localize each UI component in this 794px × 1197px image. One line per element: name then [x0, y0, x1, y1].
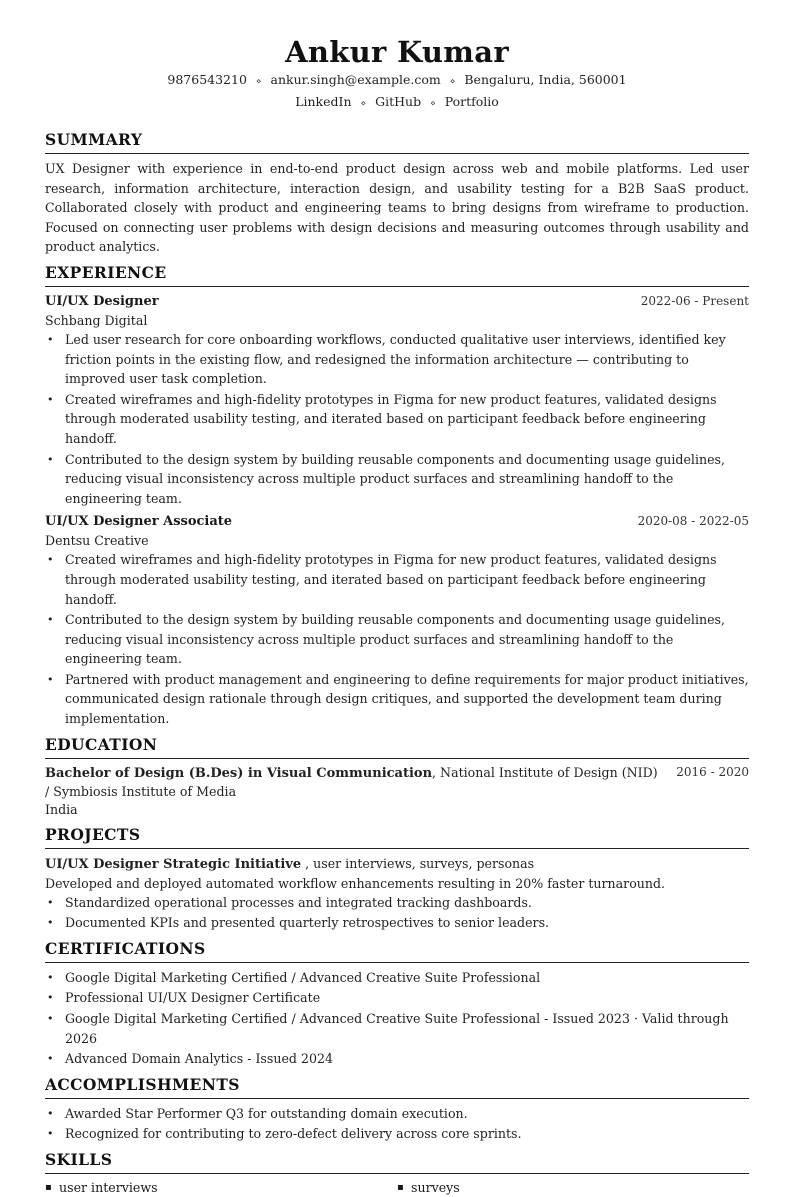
education-country: India [45, 801, 78, 817]
list-item: • Contributed to the design system by building reusable components and documenting usage guidelines, reducing visual inconsistency across multiple product surfaces and streamlining handoff to the engineering team. [65, 610, 749, 669]
section-title-experience: EXPERIENCE [45, 263, 749, 287]
job-company: Dentsu Creative [45, 533, 149, 549]
separator-icon: ⋄ [430, 99, 436, 109]
location: Bengaluru, India, 560001 [464, 72, 627, 87]
list-item: • Created wireframes and high-fidelity prototypes in Figma for new product features, validated designs through moderated usability testing, and iterated based on participant feedback before engineering handoff. [65, 390, 749, 449]
list-item: • Google Digital Marketing Certified / Advanced Creative Suite Professional - Issued 2023 · Valid through 2026 [65, 1009, 749, 1048]
list-item: • Led user research for core onboarding workflows, conducted qualitative user interviews, identified key friction points in the existing flow, and redesigned the information architecture — contributing to improved user task completion. [65, 330, 749, 389]
list-item: • Documented KPIs and presented quarterly retrospectives to senior leaders. [65, 913, 749, 933]
certification-list [45, 968, 749, 1069]
job-entry [45, 292, 749, 508]
candidate-name: Ankur Kumar [285, 35, 509, 69]
list-item: • Google Digital Marketing Certified / Advanced Creative Suite Professional [65, 968, 749, 988]
section-title-accomplishments: ACCOMPLISHMENTS [45, 1075, 749, 1099]
list-item: • Advanced Domain Analytics - Issued 2024 [65, 1049, 749, 1069]
contact-line [0, 70, 794, 92]
summary-text: UX Designer with experience in end-to-end product design across web and mobile platforms. Led user research, information architecture, interaction design, and usability testing for a B2B SaaS product. Collaborated closely with product and engineering teams to bring designs from wireframe to production. Focused on connecting user problems with design decisions and measuring outcomes through usability and product analytics. [45, 161, 749, 255]
phone: 9876543210 [167, 72, 247, 87]
linkedin-link[interactable]: LinkedIn [295, 94, 352, 109]
separator-icon: ⋄ [449, 77, 456, 87]
project-bullets [45, 893, 749, 933]
section-title-summary: SUMMARY [45, 130, 749, 154]
list-item: • Created wireframes and high-fidelity prototypes in Figma for new product features, validated designs through moderated usability testing, and iterated based on participant feedback before engineering handoff. [65, 550, 749, 609]
resume-body [45, 124, 749, 1197]
degree: Bachelor of Design (B.Des) in Visual Communication [45, 765, 433, 781]
portfolio-link[interactable]: Portfolio [444, 94, 499, 109]
section-title-certifications: CERTIFICATIONS [45, 939, 749, 963]
job-role: UI/UX Designer [45, 293, 159, 309]
list-item: • Partnered with product management and engineering to define requirements for major product initiatives, communicated design rationale through design critiques, and supported the development team during implementation. [65, 670, 749, 729]
job-header [45, 292, 749, 311]
job-company: Schbang Digital [45, 312, 148, 328]
skill-item: ▪ surveys [397, 1179, 749, 1197]
institution: , National Institute of Design (NID) / Symbiosis Institute of Media [45, 764, 658, 799]
project-header [45, 854, 749, 874]
list-item: • Recognized for contributing to zero-defect delivery across core sprints. [65, 1124, 749, 1144]
education-entry [45, 764, 749, 819]
github-link[interactable]: GitHub [375, 94, 422, 109]
skills-column [45, 1179, 397, 1197]
skill-item: ▪ user interviews [45, 1179, 397, 1197]
education-details [45, 764, 665, 819]
project-description: Developed and deployed automated workflow enhancements resulting in 20% faster turnaround. [45, 875, 666, 891]
job-dates: 2020-08 - 2022-05 [637, 514, 749, 529]
section-title-projects: PROJECTS [45, 825, 749, 849]
list-item: • Contributed to the design system by building reusable components and documenting usage guidelines, reducing visual inconsistency across multiple product surfaces and streamlining handoff to the engineering team. [65, 450, 749, 509]
separator-icon: ⋄ [255, 77, 262, 87]
job-bullets [45, 550, 749, 728]
separator-icon: ⋄ [360, 99, 367, 109]
resume-header [0, 0, 794, 114]
accomplishment-list [45, 1104, 749, 1144]
job-dates: 2022-06 - Present [640, 293, 749, 308]
job-header [45, 512, 749, 531]
links-line [0, 92, 794, 114]
job-entry [45, 512, 749, 728]
education-dates: 2016 - 2020 [676, 764, 749, 779]
project-name: UI/UX Designer Strategic Initiative [45, 856, 302, 872]
email-link[interactable]: ankur.singh@example.com [270, 72, 441, 87]
list-item: • Professional UI/UX Designer Certificate [65, 988, 749, 1008]
section-title-education: EDUCATION [45, 735, 749, 759]
skills-column [397, 1179, 749, 1197]
project-tags: , user interviews, surveys, personas [301, 855, 535, 871]
skills-grid [45, 1179, 749, 1197]
list-item: • Awarded Star Performer Q3 for outstanding domain execution. [65, 1104, 749, 1124]
list-item: • Standardized operational processes and integrated tracking dashboards. [65, 893, 749, 913]
job-role: UI/UX Designer Associate [45, 514, 233, 530]
job-bullets [45, 330, 749, 508]
section-title-skills: SKILLS [45, 1150, 749, 1174]
